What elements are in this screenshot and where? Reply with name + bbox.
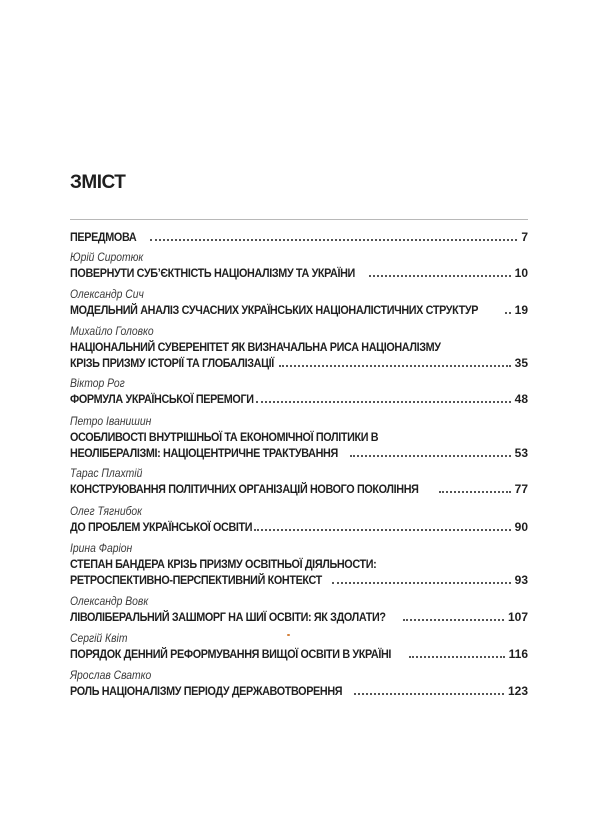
- toc-page-number: 7: [521, 230, 528, 244]
- dot-leader: [350, 454, 511, 457]
- toc-author: Юрій Сиротюк: [70, 252, 144, 264]
- toc-entry[interactable]: [70, 669, 528, 699]
- toc-entry[interactable]: [70, 595, 528, 625]
- dot-leader: [254, 528, 510, 531]
- toc-entry-title: ФОРМУЛА УКРАЇНСЬКОЇ ПЕРЕМОГИ: [70, 392, 254, 406]
- toc-entry-title: КОНСТРУЮВАННЯ ПОЛІТИЧНИХ ОРГАНІЗАЦІЙ НОВОГО ПОКОЛІННЯ: [70, 482, 419, 496]
- toc-entry[interactable]: [70, 415, 528, 461]
- toc-entry[interactable]: [70, 377, 528, 407]
- toc-entry-title-line-2: РЕТРОСПЕКТИВНО-ПЕРСПЕКТИВНИЙ КОНТЕКСТ: [70, 573, 322, 587]
- toc-line: [70, 229, 528, 245]
- page-title: ЗМІСТ: [70, 172, 126, 193]
- toc-author: Олег Тягнибок: [70, 506, 143, 518]
- toc-line: [70, 609, 528, 625]
- title-divider: [70, 219, 528, 220]
- toc-page-number: 53: [514, 446, 528, 460]
- dot-leader: [505, 311, 510, 314]
- dot-leader: [332, 581, 511, 584]
- dot-leader: [279, 364, 511, 367]
- table-of-contents: [70, 229, 528, 699]
- toc-entry[interactable]: [70, 229, 528, 245]
- toc-page-number: 10: [514, 266, 528, 280]
- toc-line: [70, 519, 528, 535]
- toc-author: Тарас Плахтій: [70, 468, 143, 480]
- toc-line: [70, 355, 528, 371]
- toc-entry-title-line-2: НЕОЛІБЕРАЛІЗМІ: НАЦІОЦЕНТРИЧНЕ ТРАКТУВАННЯ: [70, 446, 338, 460]
- toc-entry-title: ПОРЯДОК ДЕННИЙ РЕФОРМУВАННЯ ВИЩОЇ ОСВІТИ В УКРАЇНІ: [70, 647, 392, 661]
- toc-line: [70, 572, 528, 588]
- toc-author: Ярослав Сватко: [70, 670, 152, 682]
- toc-author: Олександр Сич: [70, 289, 144, 301]
- dot-leader: [369, 274, 511, 277]
- toc-line: [70, 391, 528, 407]
- ink-speck: [287, 634, 290, 636]
- toc-page-number: 19: [514, 303, 528, 317]
- toc-line: [70, 683, 528, 699]
- toc-author: Віктор Рог: [70, 378, 125, 390]
- toc-entry-title: ПЕРЕДМОВА: [70, 230, 137, 244]
- toc-page-number: 35: [514, 356, 528, 370]
- dot-leader: [354, 692, 504, 695]
- toc-entry-title-line-1: СТЕПАН БАНДЕРА КРІЗЬ ПРИЗМУ ОСВІТНЬОЇ ДІЯЛЬНОСТИ:: [70, 557, 377, 571]
- toc-page-number: 77: [514, 482, 528, 496]
- toc-entry-title-line-1: ОСОБЛИВОСТІ ВНУТРІШНЬОЇ ТА ЕКОНОМІЧНОЇ ПОЛІТИКИ В: [70, 430, 379, 444]
- dot-leader: [409, 655, 505, 658]
- toc-author: Сергій Квіт: [70, 633, 128, 645]
- toc-entry-title: ДО ПРОБЛЕМ УКРАЇНСЬКОЇ ОСВІТИ: [70, 520, 253, 534]
- toc-line: [70, 646, 528, 662]
- toc-author: Петро Іванишин: [70, 416, 152, 428]
- toc-entry-title: ПОВЕРНУТИ СУБ’ЄКТНІСТЬ НАЦІОНАЛІЗМУ ТА УКРАЇНИ: [70, 266, 355, 280]
- toc-author: Ірина Фаріон: [70, 543, 133, 555]
- toc-author: Михайло Головко: [70, 326, 154, 338]
- toc-line: [70, 302, 528, 318]
- toc-author: Олександр Вовк: [70, 596, 149, 608]
- toc-entry-title-line-1: НАЦІОНАЛЬНИЙ СУВЕРЕНІТЕТ ЯК ВИЗНАЧАЛЬНА РИСА НАЦІОНАЛІЗМУ: [70, 340, 441, 354]
- toc-entry-title: МОДЕЛЬНИЙ АНАЛІЗ СУЧАСНИХ УКРАЇНСЬКИХ НАЦІОНАЛІСТИЧНИХ СТРУКТУР: [70, 303, 479, 317]
- toc-page-number: 116: [508, 647, 528, 661]
- toc-entry[interactable]: [70, 288, 528, 318]
- toc-line: [70, 445, 528, 461]
- toc-entry-title: РОЛЬ НАЦІОНАЛІЗМУ ПЕРІОДУ ДЕРЖАВОТВОРЕННЯ: [70, 684, 343, 698]
- dot-leader: [150, 238, 518, 241]
- toc-entry[interactable]: [70, 325, 528, 371]
- toc-page-number: 93: [514, 573, 528, 587]
- toc-page-number: 123: [507, 684, 528, 698]
- toc-line: [70, 481, 528, 497]
- toc-entry-title-line-2: КРІЗЬ ПРИЗМУ ІСТОРІЇ ТА ГЛОБАЛІЗАЦІЇ: [70, 356, 274, 370]
- toc-entry[interactable]: [70, 505, 528, 535]
- toc-page-number: 48: [514, 392, 528, 406]
- toc-entry[interactable]: [70, 467, 528, 497]
- dot-leader: [256, 400, 511, 403]
- toc-page-number: 107: [507, 610, 528, 624]
- dot-leader: [403, 618, 504, 621]
- toc-entry[interactable]: [70, 251, 528, 281]
- toc-line: [70, 265, 528, 281]
- toc-entry-title: ЛІВОЛІБЕРАЛЬНИЙ ЗАШМОРГ НА ШИЇ ОСВІТИ: ЯК ЗДОЛАТИ?: [70, 610, 386, 624]
- toc-entry[interactable]: [70, 632, 528, 662]
- toc-entry[interactable]: [70, 542, 528, 588]
- dot-leader: [439, 490, 510, 493]
- toc-page-number: 90: [514, 520, 528, 534]
